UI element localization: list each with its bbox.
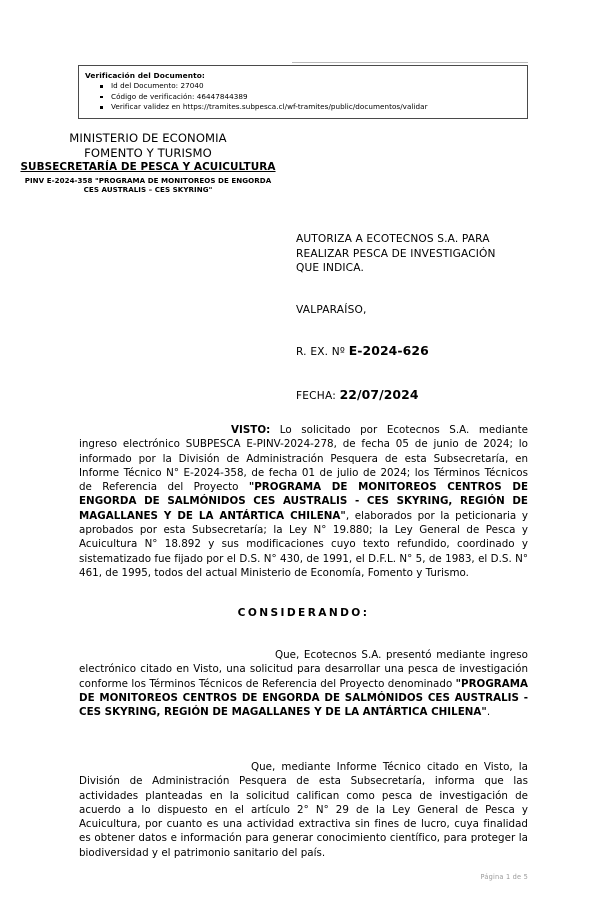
resolution-number-value: E-2024-626	[348, 343, 429, 359]
page-number-footer: Página 1 de 5	[480, 873, 528, 881]
date-value: 22/07/2024	[339, 386, 419, 402]
considerando-item-2	[79, 760, 528, 860]
considerando-item-1	[79, 648, 528, 719]
ministry-line-2: FOMENTO Y TURISMO	[84, 145, 212, 160]
verification-item-id: Id del Documento: 27040	[111, 81, 522, 92]
resolution-number-line	[296, 344, 528, 360]
subsecretaria-title: SUBSECRETARÍA DE PESCA Y ACUICULTURA	[20, 161, 276, 173]
visto-text-1: Lo solicitado por Ecotecnos S.A. mediante ingreso electrónico SUBPESCA E-PINV-2024-278, de fecha 05 de junio de 2024; lo informado por la División de Administración Pesquera de esta Subsecretaría, en Informe Técnico N° E-2024-358, de fecha 01 de julio de 2024; los Términos Técnicos de Referencia del Proyecto	[79, 424, 528, 494]
visto-section	[79, 423, 528, 580]
considerando-heading: CONSIDERANDO:	[237, 607, 370, 619]
resolution-heading-block	[296, 232, 528, 404]
project-reference: PINV E-2024-358 "PROGRAMA DE MONITOREOS DE ENGORDA CES AUSTRALIS – CES SKYRING"	[24, 175, 272, 195]
visto-text-2: , elaborados por la peticionaria y aprobados por esta Subsecretaría; la Ley N° 19.880; la Ley General de Pesca y Acuicultura N° 18.892 y sus modificaciones cuyo texto refundido, coordinado y sistematizado fue fijado por el D.S. N° 430, de 1991, el D.F.L. N° 5, de 1983, el D.S. N° 461, de 1995, todos del actual Ministerio de Economía, Fomento y Turismo.	[79, 509, 528, 579]
resolution-number-label: R. EX. Nº	[296, 346, 346, 359]
header-rule	[292, 62, 528, 63]
considerando-1-text-1: Que, Ecotecnos S.A. presentó mediante ingreso electrónico citado en Visto, una solicitud para desarrollar una pesca de investigación conforme los Términos Técnicos de Referencia del Proyecto denominado	[79, 649, 528, 690]
subject-line-2: REALIZAR PESCA DE INVESTIGACIÓN	[296, 247, 496, 260]
visto-paragraph	[79, 423, 528, 580]
ministry-line-1: MINISTERIO DE ECONOMIA	[69, 131, 227, 145]
verification-item-url[interactable]: Verificar validez en https://tramites.subpesca.cl/wf-tramites/public/documentos/validar	[111, 102, 522, 113]
visto-project-title: "PROGRAMA DE MONITOREOS CENTROS DE ENGORDA DE SALMÓNIDOS CES AUSTRALIS - CES SKYRING, REGIÓN DE MAGALLANES Y DE LA ANTÁRTICA CHILENA"	[79, 481, 528, 522]
date-line	[296, 388, 528, 404]
considerando-paragraph-1	[79, 648, 528, 719]
document-verification-box	[78, 65, 528, 119]
considerando-1-text-2: .	[486, 706, 491, 719]
city-line: VALPARAÍSO,	[296, 303, 367, 316]
subject-line-3: QUE INDICA.	[296, 262, 364, 275]
visto-label: VISTO:	[231, 424, 271, 436]
date-label: FECHA:	[296, 389, 336, 402]
verification-item-code: Código de verificación: 46447844389	[111, 92, 522, 103]
verification-list	[85, 81, 522, 113]
considerando-paragraph-2: Que, mediante Informe Técnico citado en Visto, la División de Administración Pesquera de esta Subsecretaría, informa que las actividades planteadas en la solicitud califican como pesca de investigación de acuerdo a lo dispuesto en el artículo 2° N° 29 de la Ley General de Pesca y Acuicultura, por cuanto es una actividad extractiva sin fines de lucro, cuya finalidad es obtener datos e información para generar conocimiento científico, para proteger la biodiversidad y el patrimonio sanitario del país.	[79, 761, 528, 859]
subject-line-1: AUTORIZA A ECOTECNOS S.A. PARA	[296, 233, 490, 245]
letterhead	[20, 131, 276, 195]
considerando-1-project-title: "PROGRAMA DE MONITOREOS CENTROS DE ENGORDA DE SALMÓNIDOS CES AUSTRALIS - CES SKYRING, REGIÓN DE MAGALLANES Y DE LA ANTÁRTICA CHILENA"	[79, 677, 528, 719]
verification-title: Verificación del Documento:	[85, 71, 205, 80]
